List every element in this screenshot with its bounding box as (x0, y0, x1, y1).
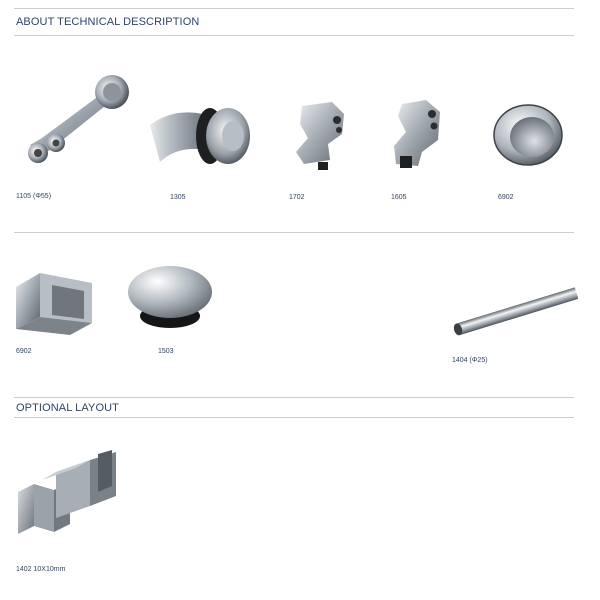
product-6902-ring-image (490, 100, 570, 170)
product-1404-tube-image (452, 284, 578, 344)
section-rule-optional (14, 417, 574, 418)
product-1503-image (126, 262, 218, 334)
product-label-1305: 1305 (170, 194, 186, 201)
section-title-optional: OPTIONAL LAYOUT (16, 402, 119, 414)
product-label-1503: 1503 (158, 348, 174, 355)
top-rule (14, 8, 574, 9)
product-label-1105: 1105 (Φ55) (16, 193, 52, 200)
product-label-6902-ring: 6902 (498, 194, 514, 201)
product-label-6902-clip: 6902 (16, 348, 32, 355)
section-title-technical: ABOUT TECHNICAL DESCRIPTION (16, 16, 200, 28)
section-rule-optional-top (14, 397, 574, 398)
product-label-1404: 1404 (Φ25) (452, 357, 488, 364)
product-label-1605: 1605 (391, 194, 407, 201)
product-1402-image (12, 446, 124, 540)
product-1702-image (292, 100, 354, 175)
product-1305-image (148, 100, 258, 175)
product-1105-image (12, 70, 132, 180)
product-6902-clip-image (12, 265, 96, 337)
section-rule-technical (14, 35, 574, 36)
product-label-1702: 1702 (289, 194, 305, 201)
product-1605-image (388, 96, 450, 176)
product-label-1402: 1402 10X10mm (16, 566, 66, 573)
row-divider (14, 232, 574, 233)
